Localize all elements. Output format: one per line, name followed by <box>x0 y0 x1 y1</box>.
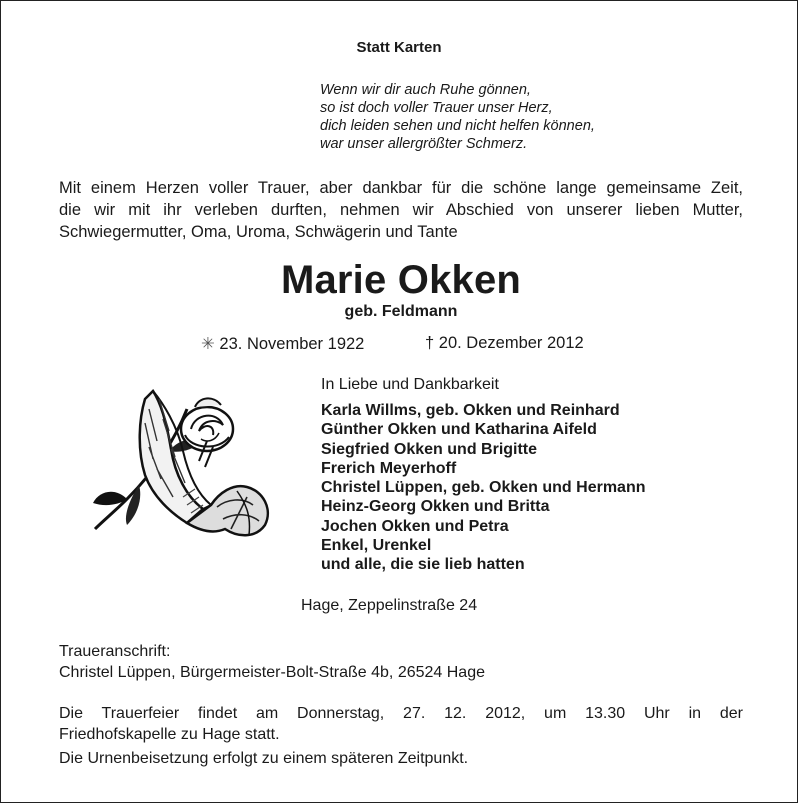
list-item: Günther Okken und Katharina Aifeld <box>321 421 597 439</box>
list-item: Karla Willms, geb. Okken und Reinhard <box>321 402 620 419</box>
list-item: Jochen Okken und Petra <box>321 517 509 535</box>
intro-line: Schwiegermutter, Oma, Uroma, Schwägerin und Tante <box>59 223 458 241</box>
poem <box>320 81 595 153</box>
list-item: Enkel, Urenkel <box>321 537 432 555</box>
urn-note: Die Urnenbeisetzung erfolgt zu einem späteren Zeitpunkt. <box>59 750 469 767</box>
mourning-address-value: Christel Lüppen, Bürgermeister-Bolt-Straße 4b, 26524 Hage <box>59 664 485 681</box>
praying-hands-with-rose-icon <box>87 379 277 557</box>
poem-line: Wenn wir dir auch Ruhe gönnen, <box>320 82 531 98</box>
place-address: Hage, Zeppelinstraße 24 <box>301 597 478 614</box>
death-date <box>425 334 584 353</box>
list-item: Siegfried Okken und Brigitte <box>321 440 538 458</box>
intro-text <box>59 177 743 243</box>
list-item: Frerich Meyerhoff <box>321 459 457 477</box>
mourning-address <box>59 641 485 683</box>
birth-date <box>201 334 364 354</box>
list-item: Christel Lüppen, geb. Okken und Hermann <box>321 479 646 497</box>
maiden-name: geb. Feldmann <box>344 303 458 320</box>
mourning-address-label: Traueranschrift: <box>59 643 171 660</box>
family-members <box>321 401 645 575</box>
intro-line: die wir mit ihr verleben durften, nehmen wir Abschied von unserer lieben Mutter, <box>59 201 743 219</box>
intro-line: Mit einem Herzen voller Trauer, aber dankbar für die schöne lange gemeinsame Zeit, <box>59 179 743 197</box>
death-date-text: 20. Dezember 2012 <box>438 334 584 352</box>
list-item: und alle, die sie lieb hatten <box>321 556 525 574</box>
poem-line: so ist doch voller Trauer unser Herz, <box>320 100 553 116</box>
poem-line: war unser allergrößter Schmerz. <box>320 136 528 152</box>
birth-date-text: 23. November 1922 <box>219 335 365 353</box>
death-cross-icon: † <box>425 334 435 352</box>
funeral-info <box>59 703 743 745</box>
notice-header: Statt Karten <box>356 39 442 56</box>
birth-star-icon: ✳ <box>201 335 215 353</box>
deceased-name: Marie Okken <box>280 258 522 302</box>
list-item: Heinz-Georg Okken und Britta <box>321 498 550 516</box>
poem-line: dich leiden sehen und nicht helfen können, <box>320 118 595 134</box>
funeral-line: Die Trauerfeier findet am Donnerstag, 27. 12. 2012, um 13.30 Uhr in der <box>59 705 743 722</box>
family-intro: In Liebe und Dankbarkeit <box>321 376 499 393</box>
funeral-line: Friedhofskapelle zu Hage statt. <box>59 726 280 743</box>
